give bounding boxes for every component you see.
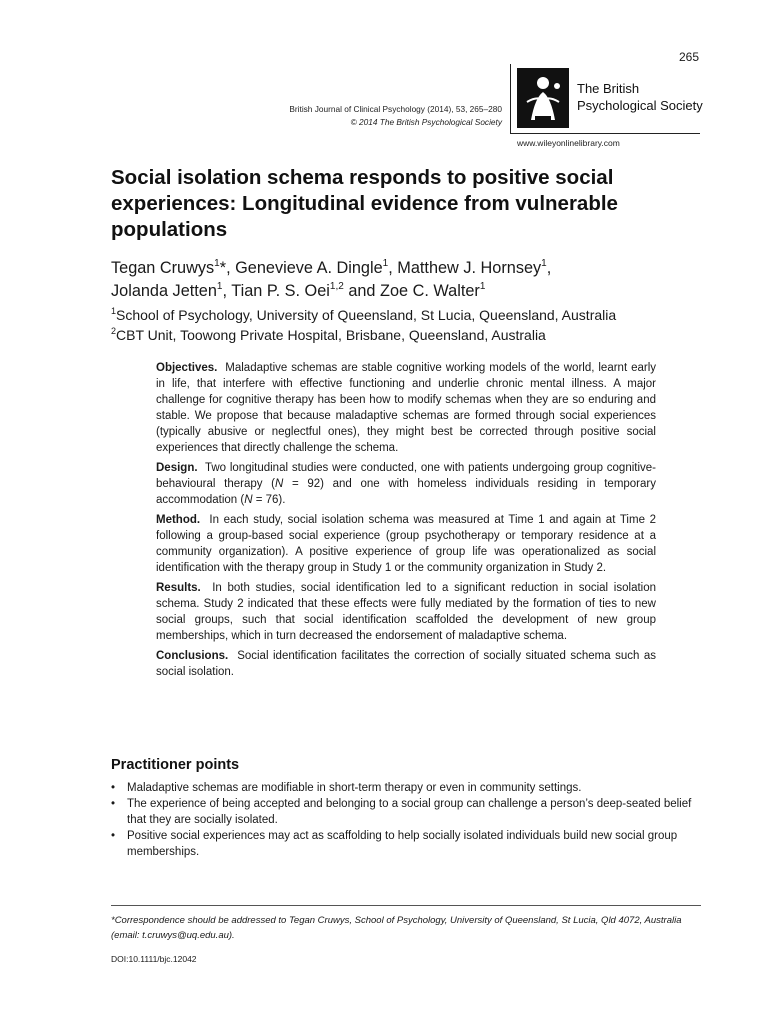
abstract-text: Maladaptive schemas are stable cognitive working models of the world, learnt early in life, that interfere with effective functioning and underlie chronic mental illness. A major challenge for cognitive therapy has been how to modify schemas when they are so enduring and stable. We propose that because maladaptive schemas are formed through social experiences (typically abusive or neglectful ones), they might best be corrected through positive social experiences that directly challenge the schema. bbox=[156, 362, 657, 454]
list-item bbox=[111, 780, 701, 796]
affiliation-sup: 2 bbox=[111, 326, 117, 336]
author-name: Tian P. S. Oei bbox=[231, 282, 330, 300]
sample-size-symbol: N bbox=[274, 478, 284, 490]
affiliation-item bbox=[111, 325, 711, 345]
author-affil-sup: 1 bbox=[541, 258, 547, 269]
header-divider-vertical bbox=[510, 64, 511, 134]
abstract-heading: Objectives. bbox=[156, 362, 218, 374]
abstract-heading: Conclusions. bbox=[156, 650, 229, 662]
abstract-heading: Method. bbox=[156, 514, 201, 526]
footnote-divider bbox=[111, 905, 701, 906]
author-separator: , bbox=[546, 259, 552, 277]
bullet-icon: • bbox=[111, 798, 116, 810]
author-affil-sup: 1 bbox=[214, 258, 220, 269]
practitioner-points-list bbox=[111, 780, 701, 860]
list-item-text: Positive social experiences may act as scaffolding to help socially isolated individuals build new social group memberships. bbox=[127, 830, 678, 858]
list-item bbox=[111, 828, 701, 860]
abstract-text: Social identification facilitates the correction of socially situated schema such as social isolation. bbox=[156, 650, 657, 678]
abstract-method bbox=[156, 512, 656, 576]
list-item-text: The experience of being accepted and belonging to a social group can challenge a person’s deep-seated belief that they are socially isolated. bbox=[127, 798, 692, 826]
author-affil-sup: 1 bbox=[479, 281, 486, 292]
society-name bbox=[577, 80, 703, 114]
abstract-results bbox=[156, 580, 656, 644]
affiliation-sup: 1 bbox=[111, 306, 117, 316]
correspondence-footnote: *Correspondence should be addressed to Tegan Cruwys, School of Psychology, University of Queensland, St Lucia, Qld 4072, Australia (email: t.cruwys@uq.edu.au). bbox=[111, 915, 682, 941]
author-name: Matthew J. Hornsey bbox=[397, 259, 542, 277]
author-name: Zoe C. Walter bbox=[380, 282, 480, 300]
author-name: Tegan Cruwys bbox=[111, 259, 215, 277]
header-divider-horizontal bbox=[510, 133, 700, 134]
journal-copyright: © 2014 The British Psychological Society bbox=[350, 117, 502, 127]
author-affil-sup: 1,2 bbox=[329, 281, 344, 292]
affiliation-text: School of Psychology, University of Queensland, St Lucia, Queensland, Australia bbox=[116, 307, 617, 323]
doi: DOI:10.1111/bjc.12042 bbox=[111, 954, 197, 964]
affiliation-text: CBT Unit, Toowong Private Hospital, Brisbane, Queensland, Australia bbox=[116, 327, 546, 343]
abstract-conclusions bbox=[156, 648, 656, 680]
society-logo-icon bbox=[517, 68, 569, 128]
abstract-heading: Results. bbox=[156, 582, 201, 594]
author-name: Genevieve A. Dingle bbox=[235, 259, 383, 277]
article-title: Social isolation schema responds to positive social experiences: Longitudinal evidence from vulnerable populations bbox=[111, 166, 618, 241]
abstract bbox=[156, 360, 656, 684]
society-name-line1: The British bbox=[577, 81, 640, 96]
author-name: Jolanda Jetten bbox=[111, 282, 217, 300]
bullet-icon: • bbox=[111, 782, 116, 794]
author-list bbox=[111, 257, 711, 303]
abstract-text: Two longitudinal studies were conducted, one with patients undergoing group cognitive-behavioural therapy ( bbox=[156, 462, 656, 490]
abstract-text: In each study, social isolation schema was measured at Time 1 and again at Time 2 following a group-based social experience (group psychotherapy or temporary residence at a community organization). A positive experience of group life was operationalized as social identification with the therapy group in Study 1 or the community organization in Study 2. bbox=[156, 514, 657, 574]
affiliation-list bbox=[111, 305, 711, 345]
author-affil-sup: 1 bbox=[382, 258, 389, 269]
author-affil-sup: 1 bbox=[216, 281, 223, 292]
list-item bbox=[111, 796, 701, 828]
abstract-text: In both studies, social identification led to a significant reduction in social isolation schema. Study 2 indicated that these effects were fully mediated by the formation of ties to new social groups, such that social identification scaffolded the development of new group memberships, which in turn decreased the endorsement of maladaptive schema. bbox=[156, 582, 657, 642]
journal-citation: British Journal of Clinical Psychology (2014), 53, 265–280 bbox=[289, 104, 502, 114]
abstract-objectives bbox=[156, 360, 656, 456]
author-separator: , bbox=[388, 259, 398, 277]
list-item-text: Maladaptive schemas are modifiable in short-term therapy or even in community settings. bbox=[127, 782, 582, 794]
abstract-design bbox=[156, 460, 656, 508]
society-name-line2: Psychological Society bbox=[577, 98, 703, 113]
website-link[interactable]: www.wileyonlinelibrary.com bbox=[517, 138, 620, 148]
author-separator: , bbox=[222, 282, 232, 300]
author-separator: and bbox=[343, 282, 381, 300]
sample-size-symbol: N bbox=[244, 494, 253, 506]
practitioner-points-heading: Practitioner points bbox=[111, 757, 240, 773]
abstract-heading: Design. bbox=[156, 462, 198, 474]
corresponding-mark: * bbox=[219, 259, 227, 277]
affiliation-item bbox=[111, 305, 711, 325]
page-number: 265 bbox=[679, 50, 700, 64]
journal-header bbox=[289, 103, 502, 129]
abstract-text: = 76). bbox=[252, 494, 286, 506]
author-separator: , bbox=[226, 259, 236, 277]
bullet-icon: • bbox=[111, 830, 116, 842]
abstract-text: = 92) and one with homeless individuals residing in temporary accommodation ( bbox=[156, 478, 656, 506]
